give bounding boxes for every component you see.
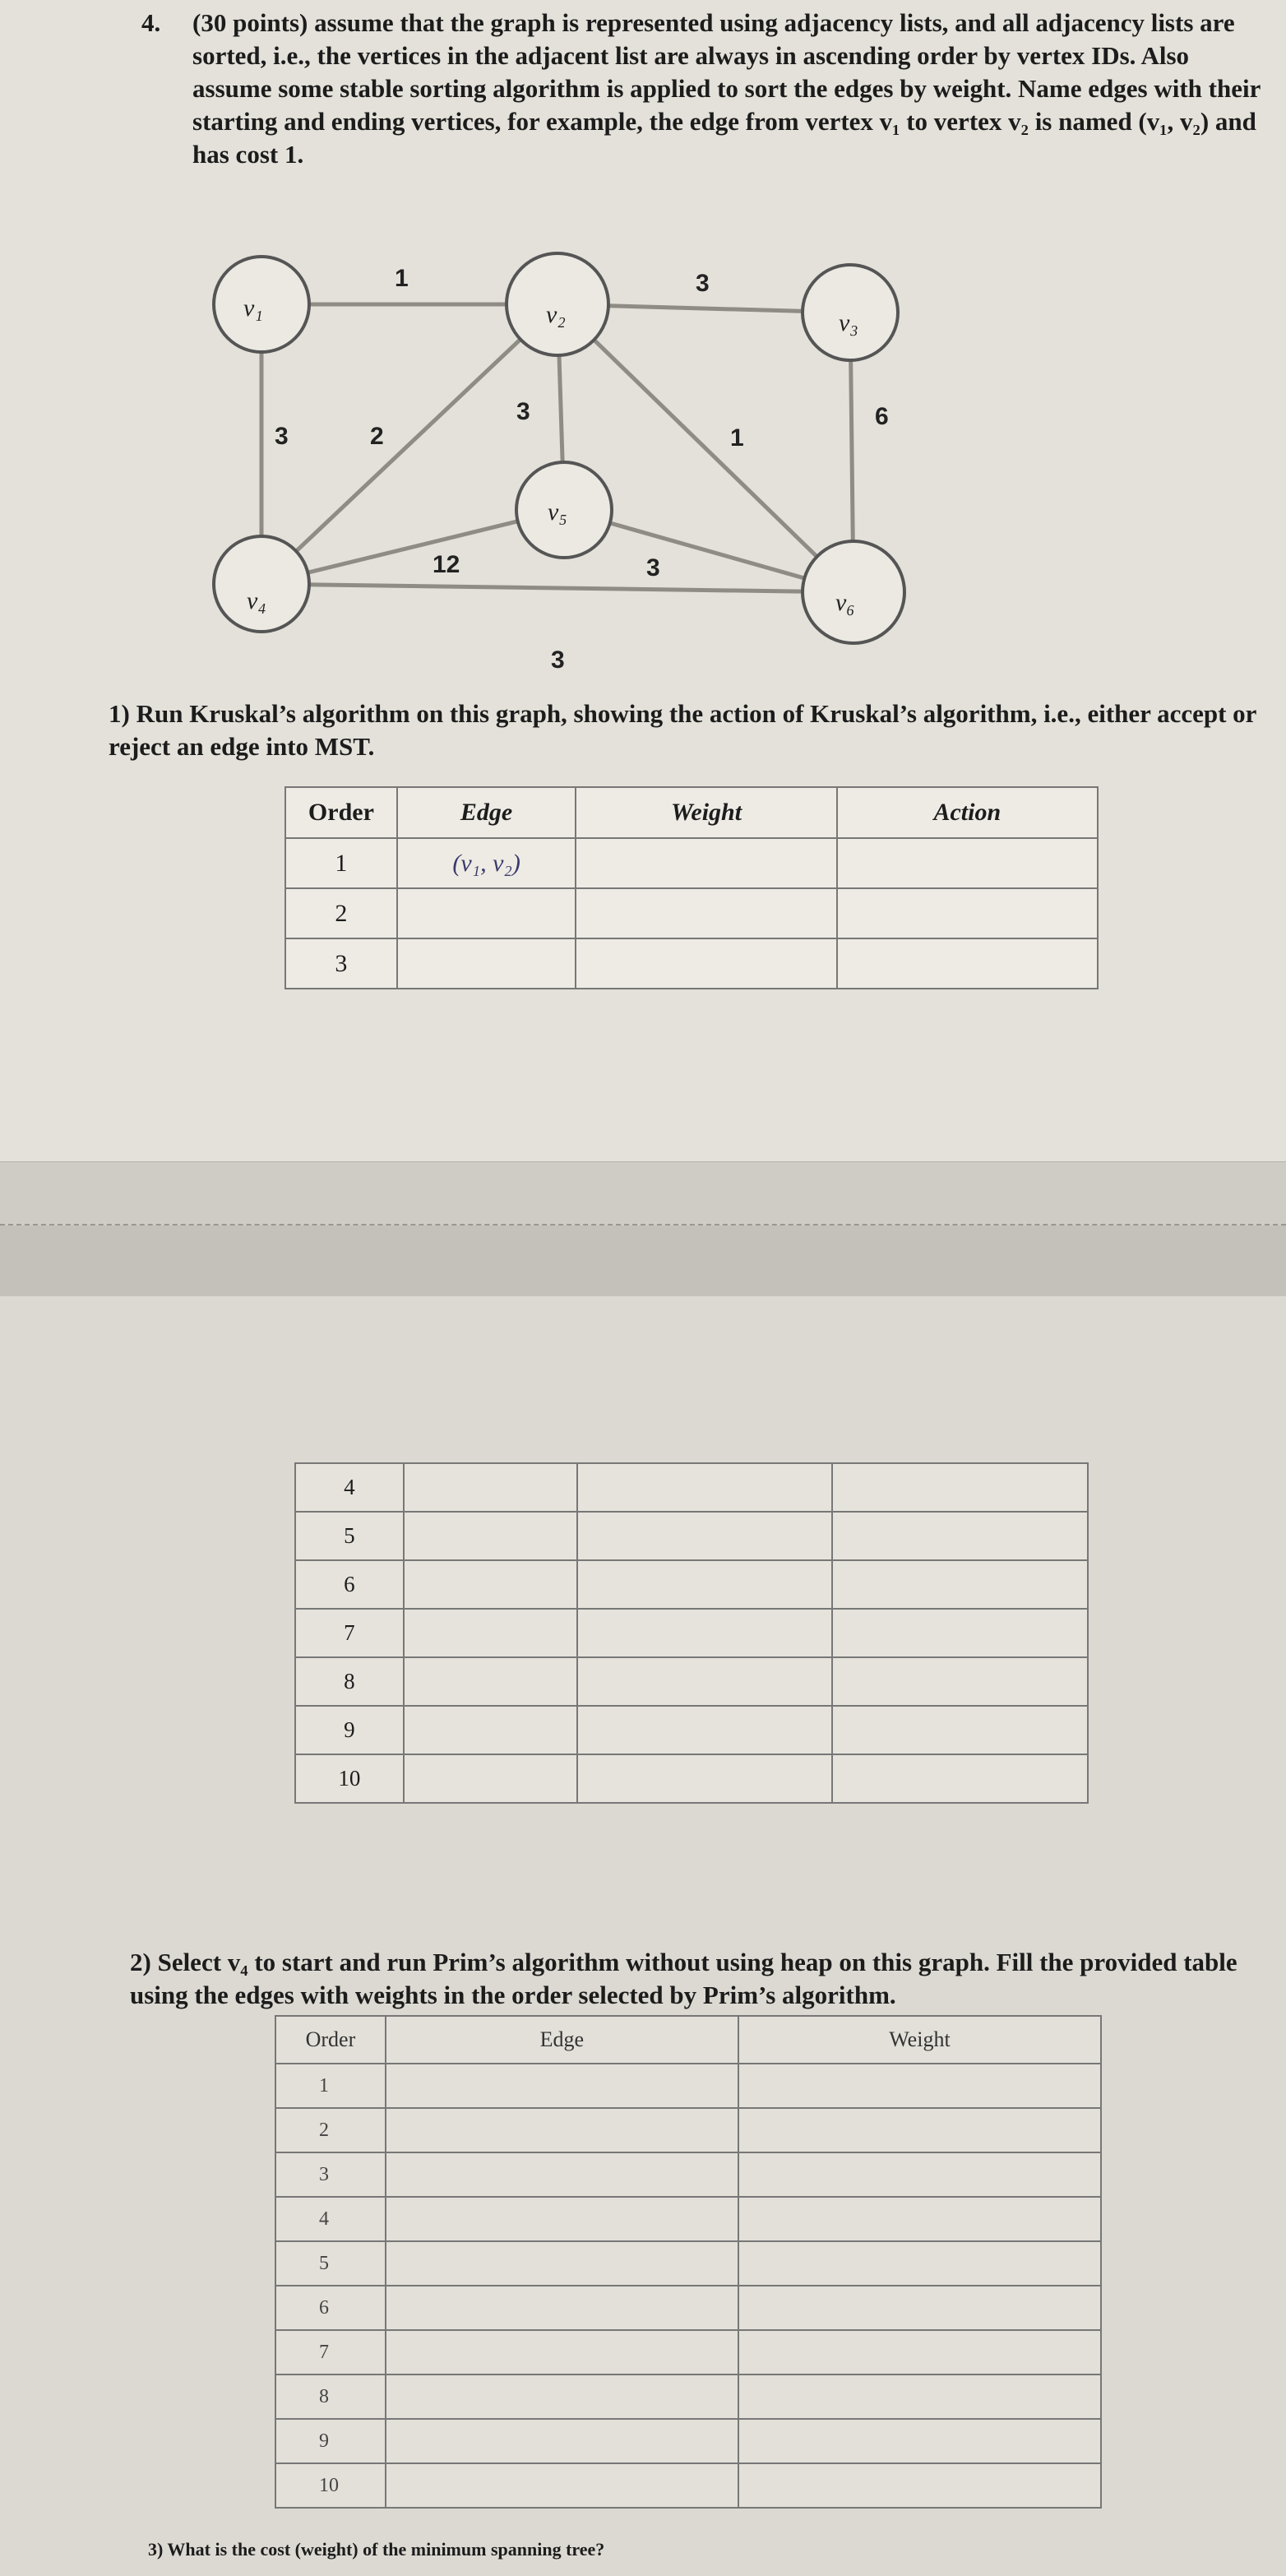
table-row bbox=[295, 1706, 1088, 1754]
kruskal-order-cell: 8 bbox=[295, 1657, 404, 1706]
table-row bbox=[275, 2286, 1101, 2330]
prim-order-cell: 10 bbox=[275, 2463, 386, 2508]
prim-header-edge: Edge bbox=[386, 2016, 738, 2064]
kruskal-edge-cell[interactable] bbox=[404, 1754, 578, 1803]
kruskal-action-cell[interactable] bbox=[832, 1512, 1088, 1560]
weight-v5-v6: 3 bbox=[646, 554, 660, 581]
prim-header-order: Order bbox=[275, 2016, 386, 2064]
edge-v2-v4 bbox=[261, 304, 557, 584]
kruskal-action-cell[interactable] bbox=[832, 1560, 1088, 1609]
table-row bbox=[285, 938, 1098, 989]
kruskal-edge-cell[interactable] bbox=[404, 1657, 578, 1706]
kruskal-edge-cell[interactable] bbox=[404, 1512, 578, 1560]
weight-v2-v5: 3 bbox=[516, 398, 530, 425]
kruskal-weight-cell[interactable] bbox=[577, 1706, 831, 1754]
table-row bbox=[275, 2330, 1101, 2374]
vertex-label-v2: v₂ bbox=[546, 301, 566, 328]
kruskal-weight-cell[interactable] bbox=[577, 1657, 831, 1706]
kruskal-edge-cell[interactable] bbox=[404, 1560, 578, 1609]
table-row bbox=[275, 2463, 1101, 2508]
page-break-divider bbox=[0, 1224, 1286, 1225]
kruskal-weight-cell[interactable] bbox=[577, 1609, 831, 1657]
weight-v1-v4: 3 bbox=[275, 423, 289, 450]
kruskal-edge-cell[interactable] bbox=[397, 938, 576, 989]
prim-edge-cell[interactable] bbox=[386, 2064, 738, 2108]
table-row bbox=[275, 2197, 1101, 2241]
question-text: (30 points) assume that the graph is represented using adjacency lists, and all adjacency lists are sorted, i.e., the vertices in the adjacent list are always in ascending order by vertex IDs. Also assume some stable sorting algorithm is applied to sort the edges by weight. Name edges with their starting and ending vertices, for example, the edge from vertex v₁ to vertex v₂ is named (v₁, v₂) and has cost 1. bbox=[192, 8, 1261, 169]
prim-weight-cell[interactable] bbox=[738, 2419, 1101, 2463]
table-row bbox=[275, 2374, 1101, 2419]
kruskal-header-edge: Edge bbox=[397, 787, 576, 838]
table-row bbox=[295, 1657, 1088, 1706]
table-row bbox=[275, 2152, 1101, 2197]
kruskal-order-cell: 7 bbox=[295, 1609, 404, 1657]
prim-weight-cell[interactable] bbox=[738, 2152, 1101, 2197]
kruskal-edge-cell[interactable] bbox=[404, 1609, 578, 1657]
prim-order-cell: 9 bbox=[275, 2419, 386, 2463]
prim-weight-cell[interactable] bbox=[738, 2286, 1101, 2330]
table-row bbox=[285, 888, 1098, 938]
table-row bbox=[295, 1512, 1088, 1560]
vertex-label-v6: v₆ bbox=[835, 589, 855, 616]
table-row bbox=[295, 1609, 1088, 1657]
edge-v4-v6 bbox=[261, 584, 853, 592]
prim-edge-cell[interactable] bbox=[386, 2108, 738, 2152]
kruskal-order-cell: 10 bbox=[295, 1754, 404, 1803]
weight-v2-v3: 3 bbox=[696, 270, 710, 297]
kruskal-weight-cell[interactable] bbox=[576, 888, 836, 938]
table-row bbox=[275, 2108, 1101, 2152]
prim-edge-cell[interactable] bbox=[386, 2463, 738, 2508]
prim-table bbox=[275, 2015, 1102, 2509]
kruskal-table bbox=[284, 786, 1099, 989]
graph-diagram bbox=[0, 0, 1286, 691]
prim-weight-cell[interactable] bbox=[738, 2374, 1101, 2419]
weight-v3-v6: 6 bbox=[875, 403, 889, 430]
prim-edge-cell[interactable] bbox=[386, 2374, 738, 2419]
kruskal-action-cell[interactable] bbox=[837, 938, 1098, 989]
mst-cost-question: 3) What is the cost (weight) of the minimum spanning tree? bbox=[148, 2539, 605, 2560]
table-row bbox=[275, 2241, 1101, 2286]
kruskal-action-cell[interactable] bbox=[832, 1657, 1088, 1706]
kruskal-action-cell[interactable] bbox=[837, 888, 1098, 938]
prim-order-cell: 1 bbox=[275, 2064, 386, 2108]
prim-edge-cell[interactable] bbox=[386, 2241, 738, 2286]
table-row bbox=[275, 2419, 1101, 2463]
kruskal-header-order: Order bbox=[285, 787, 397, 838]
kruskal-order-cell: 4 bbox=[295, 1463, 404, 1512]
kruskal-action-cell[interactable] bbox=[832, 1754, 1088, 1803]
prim-edge-cell[interactable] bbox=[386, 2197, 738, 2241]
vertex-v4 bbox=[214, 536, 309, 632]
kruskal-edge-cell[interactable] bbox=[404, 1463, 578, 1512]
kruskal-order-cell: 6 bbox=[295, 1560, 404, 1609]
vertex-label-v3: v₃ bbox=[839, 309, 858, 336]
table-row bbox=[275, 2064, 1101, 2108]
kruskal-action-cell[interactable] bbox=[832, 1609, 1088, 1657]
weight-v2-v4: 2 bbox=[370, 423, 384, 450]
kruskal-action-cell[interactable] bbox=[837, 838, 1098, 888]
page-gap-strip bbox=[0, 1161, 1286, 1225]
kruskal-weight-cell[interactable] bbox=[577, 1463, 831, 1512]
prim-header-weight: Weight bbox=[738, 2016, 1101, 2064]
prim-order-cell: 5 bbox=[275, 2241, 386, 2286]
prim-weight-cell[interactable] bbox=[738, 2197, 1101, 2241]
kruskal-question: 1) Run Kruskal’s algorithm on this graph, showing the action of Kruskal’s algorithm, i.e., either accept or reject an edge into MST. bbox=[109, 699, 1256, 761]
prim-weight-cell[interactable] bbox=[738, 2330, 1101, 2374]
kruskal-header-weight: Weight bbox=[576, 787, 836, 838]
table-row bbox=[295, 1560, 1088, 1609]
kruskal-weight-cell[interactable] bbox=[577, 1560, 831, 1609]
prim-header-row bbox=[275, 2016, 1101, 2064]
prim-weight-cell[interactable] bbox=[738, 2463, 1101, 2508]
kruskal-order-cell: 3 bbox=[285, 938, 397, 989]
kruskal-weight-cell[interactable] bbox=[576, 938, 836, 989]
kruskal-weight-cell[interactable] bbox=[577, 1512, 831, 1560]
kruskal-action-cell[interactable] bbox=[832, 1706, 1088, 1754]
prim-edge-cell[interactable] bbox=[386, 2152, 738, 2197]
prim-weight-cell[interactable] bbox=[738, 2108, 1101, 2152]
prim-edge-cell[interactable] bbox=[386, 2419, 738, 2463]
kruskal-edge-cell[interactable] bbox=[397, 888, 576, 938]
prim-order-cell: 7 bbox=[275, 2330, 386, 2374]
vertex-label-v4: v₄ bbox=[247, 587, 266, 614]
kruskal-header-action: Action bbox=[837, 787, 1098, 838]
prim-question: 2) Select v₄ to start and run Prim’s algorithm without using heap on this graph. Fill the provided table using the edges with weights in the order selected by Prim’s algorithm. bbox=[130, 1948, 1237, 2009]
kruskal-weight-cell[interactable] bbox=[577, 1754, 831, 1803]
prim-edge-cell[interactable] bbox=[386, 2330, 738, 2374]
kruskal-header-row bbox=[285, 787, 1098, 838]
prim-order-cell: 6 bbox=[275, 2286, 386, 2330]
prim-weight-cell[interactable] bbox=[738, 2241, 1101, 2286]
table-row bbox=[295, 1754, 1088, 1803]
kruskal-order-cell: 2 bbox=[285, 888, 397, 938]
weight-v4-v6: 3 bbox=[551, 646, 565, 674]
weight-v4-v5: 12 bbox=[433, 551, 460, 578]
question-number: 4. bbox=[141, 8, 161, 37]
prim-order-cell: 3 bbox=[275, 2152, 386, 2197]
kruskal-order-cell: 1 bbox=[285, 838, 397, 888]
prim-order-cell: 8 bbox=[275, 2374, 386, 2419]
weight-v1-v2: 1 bbox=[395, 265, 409, 292]
kruskal-table-continued bbox=[294, 1462, 1089, 1804]
prim-order-cell: 2 bbox=[275, 2108, 386, 2152]
weight-v2-v6: 1 bbox=[730, 424, 744, 452]
table-row bbox=[295, 1463, 1088, 1512]
page-gap-strip-lower bbox=[0, 1225, 1286, 1296]
prim-edge-cell[interactable] bbox=[386, 2286, 738, 2330]
page-edge-line bbox=[0, 1161, 1286, 1162]
kruskal-weight-cell[interactable] bbox=[576, 838, 836, 888]
vertex-label-v5: v₅ bbox=[548, 498, 567, 526]
kruskal-order-cell: 5 bbox=[295, 1512, 404, 1560]
kruskal-order-cell: 9 bbox=[295, 1706, 404, 1754]
prim-order-cell: 4 bbox=[275, 2197, 386, 2241]
kruskal-action-cell[interactable] bbox=[832, 1463, 1088, 1512]
kruskal-edge-cell[interactable]: (v₁, v₂) bbox=[397, 838, 576, 888]
prim-weight-cell[interactable] bbox=[738, 2064, 1101, 2108]
vertex-label-v1: v₁ bbox=[243, 294, 263, 322]
table-row bbox=[285, 838, 1098, 888]
kruskal-edge-cell[interactable] bbox=[404, 1706, 578, 1754]
